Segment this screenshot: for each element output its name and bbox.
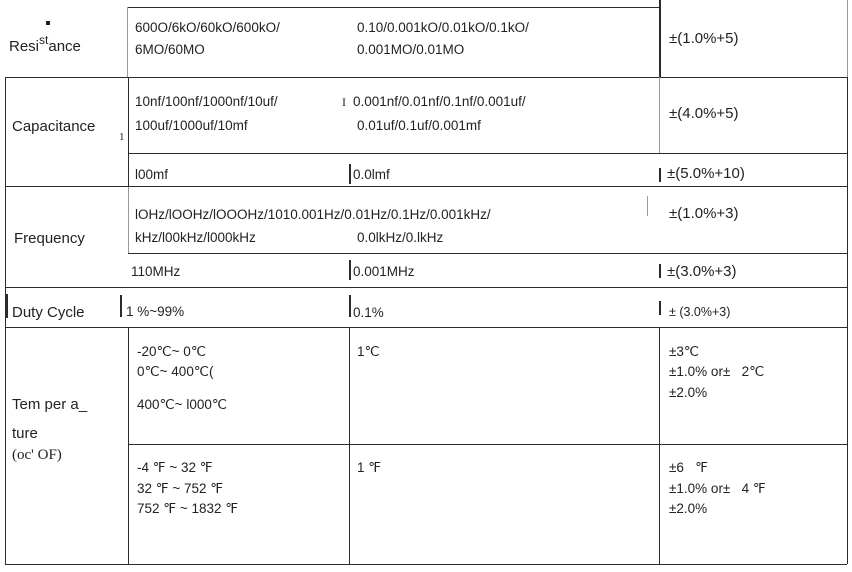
capacitance-label: Capacitance	[12, 118, 96, 135]
capacitance-resolution-line-1: 0.001nf/0.01nf/0.1nf/0.001uf/	[353, 94, 526, 109]
rule-temp-acc	[659, 327, 660, 564]
rule-left-edge	[5, 77, 6, 564]
capacitance-range-line-1: 10nf/100nf/1000nf/10uf/	[135, 94, 278, 109]
resistance-resolution-line-1: 0.10/0.001kO/0.01kO/0.1kO/	[357, 20, 529, 35]
temperature-fahrenheit-range-1: -4 ℉ ~ 32 ℉	[137, 460, 213, 475]
capacitance-range-2: l00mf	[135, 167, 169, 182]
frequency-resolution-line-2: 0.0lkHz/0.lkHz	[357, 230, 444, 245]
frequency-accuracy: ±(1.0%+3)	[669, 205, 739, 222]
rule-duty-range	[120, 295, 122, 317]
capacitance-label-mark: 1	[119, 131, 125, 143]
rule-acc-freq2	[659, 264, 661, 278]
resistance-mark	[46, 21, 50, 25]
temperature-fahrenheit-range-2: 32 ℉ ~ 752 ℉	[137, 481, 224, 496]
rule-duty-left	[6, 294, 8, 318]
frequency-range-2: 110MHz	[131, 264, 181, 279]
rule-freq-acc-tick	[647, 196, 648, 216]
duty-cycle-range: 1 %~99%	[126, 304, 185, 319]
rule-capacitance-mid	[128, 153, 847, 154]
rule-res-freq2	[349, 260, 351, 280]
temperature-celsius-accuracy-3: ±2.0%	[669, 385, 708, 400]
resistance-accuracy: ±(1.0%+5)	[669, 30, 739, 47]
frequency-accuracy-2: ±(3.0%+3)	[667, 263, 737, 280]
capacitance-resolution-2: 0.0lmf	[353, 167, 390, 182]
rule-right-edge	[847, 77, 848, 564]
duty-cycle-accuracy: ± (3.0%+3)	[669, 305, 731, 319]
temperature-fahrenheit-resolution: 1 ℉	[357, 460, 382, 475]
duty-cycle-label: Duty Cycle	[12, 304, 85, 321]
temperature-celsius-accuracy-2: ±1.0% or± 2℃	[669, 364, 765, 379]
temperature-celsius-accuracy-1: ±3℃	[669, 344, 700, 359]
temperature-label-line-2: ture	[12, 425, 38, 442]
resistance-label: Resi$^{st}$ance	[9, 33, 81, 55]
rule-table-bottom	[5, 564, 847, 565]
rule-label-freq	[128, 187, 129, 253]
duty-cycle-resolution: 0.1%	[353, 305, 384, 320]
rule-resistance-right	[847, 0, 848, 77]
rule-duty-res	[349, 295, 351, 317]
rule-frequency-mid	[128, 253, 847, 254]
temperature-celsius-range-3: 400℃~ l000℃	[137, 397, 228, 412]
rule-duty-bottom	[5, 327, 847, 328]
frequency-range-line-1: lOHz/lOOHz/lOOOHz/1010.001Hz/0.01Hz/0.1Hz/0.001kHz/	[135, 207, 491, 222]
temperature-label-line-1: Tem per a_	[12, 396, 88, 413]
rule-temperature-mid	[128, 444, 847, 445]
rule-accuracy-cap	[659, 77, 660, 153]
frequency-label: Frequency	[14, 230, 85, 247]
rule-frequency-bottom	[5, 287, 847, 288]
frequency-range-line-2: kHz/l00kHz/l000kHz	[135, 230, 256, 245]
rule-resistance-bottom	[5, 77, 847, 78]
temperature-celsius-range-1: -20℃~ 0℃	[137, 344, 206, 359]
rule-resistance-left	[127, 7, 128, 77]
capacitance-resolution-line-2: 0.01uf/0.1uf/0.001mf	[357, 118, 481, 133]
temperature-celsius-range-2: 0℃~ 400℃(	[137, 364, 214, 379]
rule-res-cap2	[349, 164, 351, 184]
temperature-fahrenheit-range-3: 752 ℉ ~ 1832 ℉	[137, 501, 239, 516]
temperature-fahrenheit-accuracy-1: ±6 ℉	[669, 460, 709, 475]
resistance-range-line-2: 6MO/60MO	[135, 42, 205, 57]
temperature-fahrenheit-accuracy-3: ±2.0%	[669, 501, 708, 516]
rule-accuracy-top	[659, 0, 661, 77]
capacitance-range-mark: I	[342, 95, 346, 109]
temperature-label-line-3: (oc' OF)	[12, 447, 62, 463]
frequency-resolution-2: 0.001MHz	[353, 264, 415, 279]
rule-top-right	[128, 7, 660, 8]
rule-temp-res	[349, 327, 350, 564]
temperature-fahrenheit-accuracy-2: ±1.0% or± 4 ℉	[669, 481, 766, 496]
capacitance-accuracy-2: ±(5.0%+10)	[667, 165, 745, 182]
capacitance-range-line-2: 100uf/1000uf/10mf	[135, 118, 248, 133]
rule-capacitance-bottom	[5, 186, 847, 187]
rule-temp-label	[128, 327, 129, 564]
rule-duty-acc	[659, 301, 661, 315]
temperature-celsius-resolution: 1℃	[357, 344, 380, 359]
rule-label-col	[128, 77, 129, 187]
rule-acc-cap2	[659, 168, 661, 182]
capacitance-accuracy: ±(4.0%+5)	[669, 105, 739, 122]
resistance-resolution-line-2: 0.001MO/0.01MO	[357, 42, 465, 57]
resistance-range-line-1: 600O/6kO/60kO/600kO/	[135, 20, 280, 35]
